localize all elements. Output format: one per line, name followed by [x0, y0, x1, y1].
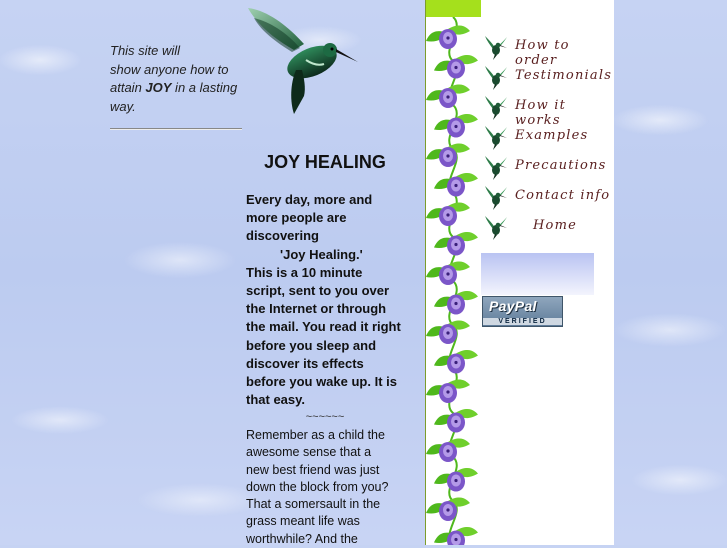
- paragraph-line: script, sent to you over: [246, 283, 390, 299]
- paragraph-line: discovering: [246, 228, 319, 244]
- floral-border: [425, 0, 481, 545]
- flower-pistil: [454, 479, 457, 482]
- paypal-verified-badge[interactable]: [482, 296, 563, 327]
- flower-pistil: [446, 449, 449, 452]
- intro-line: This site will: [110, 43, 181, 58]
- nav-how-it-works[interactable]: [481, 92, 614, 128]
- nav-column: [481, 0, 614, 545]
- divider: [110, 128, 242, 130]
- body-paragraph: [246, 427, 404, 548]
- flower-pistil: [446, 272, 449, 275]
- flower-pistil: [454, 302, 457, 305]
- nav-label: Home: [533, 218, 577, 233]
- hummingbird-icon: [483, 184, 509, 210]
- hummingbird-image: [246, 4, 358, 116]
- flower-pistil: [446, 95, 449, 98]
- nav-precautions[interactable]: [481, 152, 614, 180]
- gradient-panel: [481, 253, 594, 295]
- nav-how-to-order[interactable]: [481, 32, 614, 68]
- nav-examples[interactable]: [481, 122, 614, 150]
- intro-line: show anyone how to: [110, 61, 229, 77]
- paragraph-line: 'Joy Healing.': [280, 246, 363, 262]
- paragraph-line: awesome sense that a: [246, 445, 372, 460]
- paragraph-line: grass meant life was: [246, 514, 360, 529]
- paragraph-line: that easy.: [246, 392, 306, 408]
- paragraph-line: down the block from you?: [246, 479, 389, 494]
- paypal-logo: PayPal: [489, 298, 537, 314]
- vine-decoration: [426, 17, 481, 545]
- intro-line: way.: [110, 98, 136, 114]
- nav-home[interactable]: [481, 212, 614, 240]
- flower-pistil: [454, 361, 457, 364]
- intro-line: in a lasting: [171, 80, 238, 95]
- flower-pistil: [454, 420, 457, 423]
- paragraph-line: discover its effects: [246, 355, 364, 371]
- nav-label: Precautions: [515, 158, 607, 173]
- hummingbird-icon: [483, 154, 509, 180]
- flower-pistil: [446, 508, 449, 511]
- flower-pistil: [446, 390, 449, 393]
- paragraph-line: more people are: [246, 210, 347, 226]
- paragraph-line: That a somersault in the: [246, 497, 381, 512]
- flower-pistil: [454, 243, 457, 246]
- intro-joy: JOY: [145, 80, 172, 95]
- paragraph-line: new best friend was just: [246, 462, 380, 477]
- intro-line: attain: [110, 80, 146, 95]
- flower-pistil: [446, 154, 449, 157]
- nav-label: Contact info: [515, 188, 611, 203]
- nav-label: Examples: [515, 128, 589, 143]
- flower-pistil: [446, 213, 449, 216]
- intro-text: [110, 42, 245, 116]
- flower-pistil: [454, 538, 457, 541]
- border-top-bar: [426, 0, 481, 17]
- hummingbird-icon: [483, 124, 509, 150]
- hummingbird-icon: [483, 34, 509, 60]
- flower-pistil: [446, 36, 449, 39]
- page-title: JOY HEALING: [264, 152, 386, 172]
- paragraph-line: Remember as a child the: [246, 428, 385, 442]
- paragraph-line: before you sleep and: [246, 337, 377, 353]
- nav-contact-info[interactable]: [481, 182, 614, 210]
- flower-pistil: [446, 331, 449, 334]
- hummingbird-icon: [483, 64, 509, 90]
- paragraph-line: the Internet or through: [246, 301, 387, 317]
- nav-testimonials[interactable]: [481, 62, 614, 90]
- paragraph-line: worthwhile? And the: [246, 531, 358, 546]
- nav-label: How it works: [515, 98, 567, 128]
- flower-pistil: [454, 66, 457, 69]
- hummingbird-icon: [483, 94, 509, 120]
- paragraph-line: the mail. You read it right: [246, 319, 401, 335]
- nav-label: How to order: [515, 38, 570, 68]
- separator: ~~~~~~: [305, 411, 345, 423]
- nav-label: Testimonials: [515, 68, 613, 83]
- hummingbird-icon: [483, 214, 509, 240]
- flower-pistil: [454, 184, 457, 187]
- intro-paragraph: [246, 191, 406, 409]
- paragraph-line: before you wake up. It is: [246, 374, 397, 390]
- paypal-status: VERIFIED: [483, 318, 562, 325]
- paragraph-line: Every day, more and: [246, 192, 373, 207]
- paragraph-line: This is a 10 minute: [246, 264, 363, 280]
- flower-pistil: [454, 125, 457, 128]
